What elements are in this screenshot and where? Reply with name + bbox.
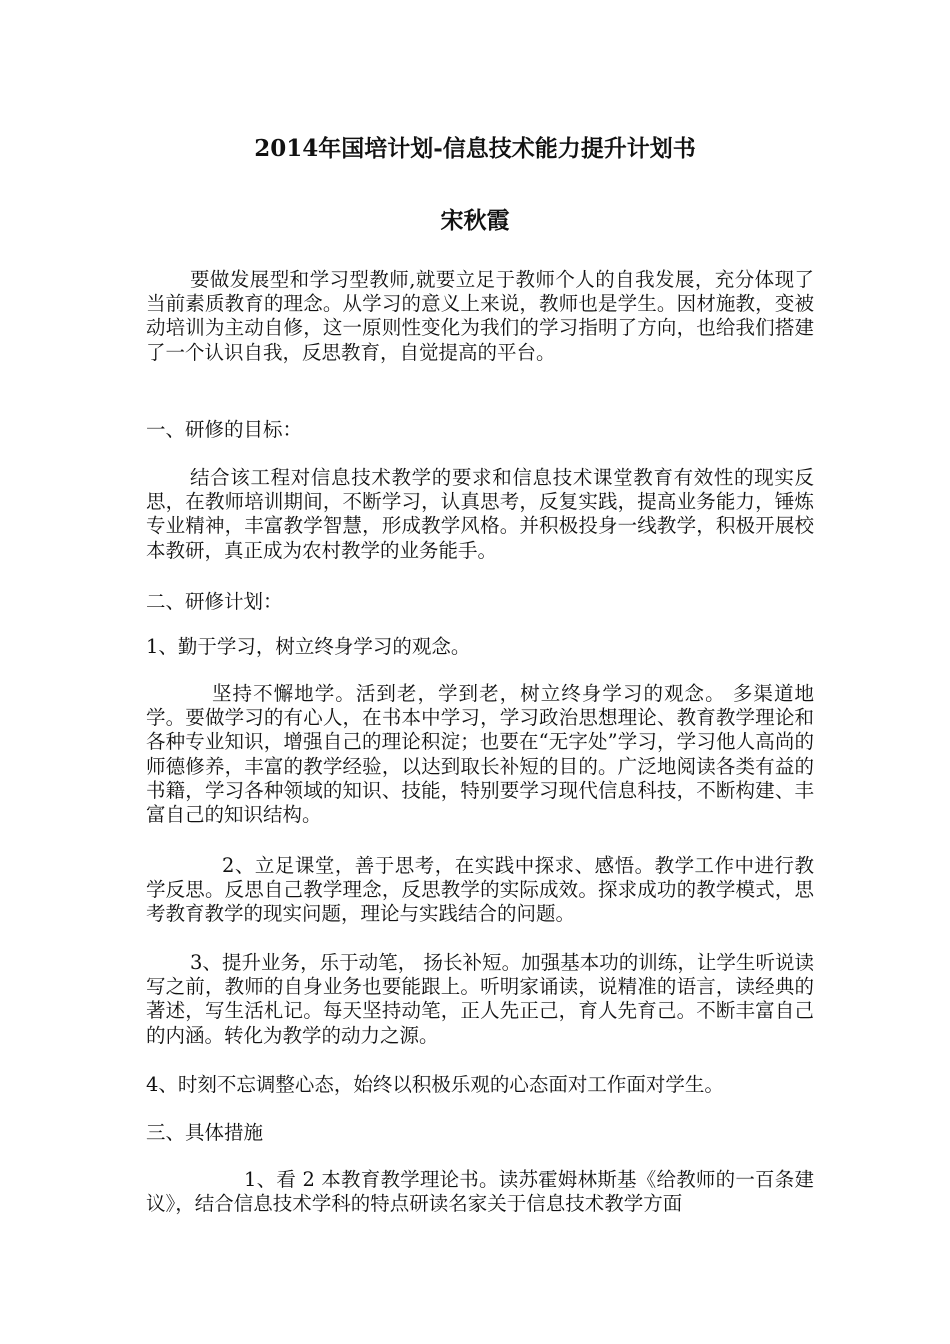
section2-item2: 2、立足课堂，善于思考，在实践中探求、感悟。教学工作中进行教学反思。反思自己教学理念，反思教学的实际成效。探求成功的教学模式，思考教育教学的现实问题，理论与实践结合的问题。 bbox=[146, 854, 814, 926]
section3-heading: 三、具体措施 bbox=[146, 1121, 264, 1144]
intro-paragraph: 要做发展型和学习型教师,就要立足于教师个人的自我发展，充分体现了当前素质教育的理念。从学习的意义上来说，教师也是学生。因材施教，变被动培训为主动自修，这一原则性变化为我们的学习指明了方向，也给我们搭建了一个认识自我，反思教育，自觉提高的平台。 bbox=[146, 268, 814, 364]
section1-heading: 一、研修的目标： bbox=[146, 418, 303, 441]
section2-item3: 3、提升业务，乐于动笔， 扬长补短。加强基本功的训练，让学生听说读写之前，教师的自身业务也要能跟上。听明家诵读，说精准的语言，读经典的著述，写生活札记。每天坚持动笔，正人先正己，育人先育己。不断丰富自己的内涵。转化为教学的动力之源。 bbox=[146, 951, 814, 1047]
section2-heading: 二、研修计划： bbox=[146, 590, 283, 613]
section2-item1-body: 坚持不懈地学。活到老，学到老，树立终身学习的观念。 多渠道地学。要做学习的有心人，在书本中学习，学习政治思想理论、教育教学理论和各种专业知识，增强自己的理论积淀；也要在“无字处”学习，学习他人高尚的师德修养，丰富的教学经验，以达到取长补短的目的。广泛地阅读各类有益的书籍，学习各种领域的知识、技能，特别要学习现代信息科技，不断构建、丰富自己的知识结构。 bbox=[146, 682, 814, 827]
section2-item4: 4、时刻不忘调整心态，始终以积极乐观的心态面对工作面对学生。 bbox=[146, 1073, 724, 1096]
section2-item1-heading: 1、勤于学习，树立终身学习的观念。 bbox=[146, 635, 471, 658]
section3-item1: 1、看 2 本教育教学理论书。读苏霍姆林斯基《给教师的一百条建议》，结合信息技术学科的特点研读名家关于信息技术教学方面 bbox=[146, 1168, 814, 1216]
document-author: 宋秋霞 bbox=[440, 207, 510, 234]
document-title: 2014年国培计划-信息技术能力提升计划书 bbox=[254, 135, 696, 162]
section1-body: 结合该工程对信息技术教学的要求和信息技术课堂教育有效性的现实反思，在教师培训期间，不断学习，认真思考，反复实践，提高业务能力，锤炼专业精神，丰富教学智慧，形成教学风格。并积极投身一线教学，积极开展校本教研，真正成为农村教学的业务能手。 bbox=[146, 466, 814, 562]
